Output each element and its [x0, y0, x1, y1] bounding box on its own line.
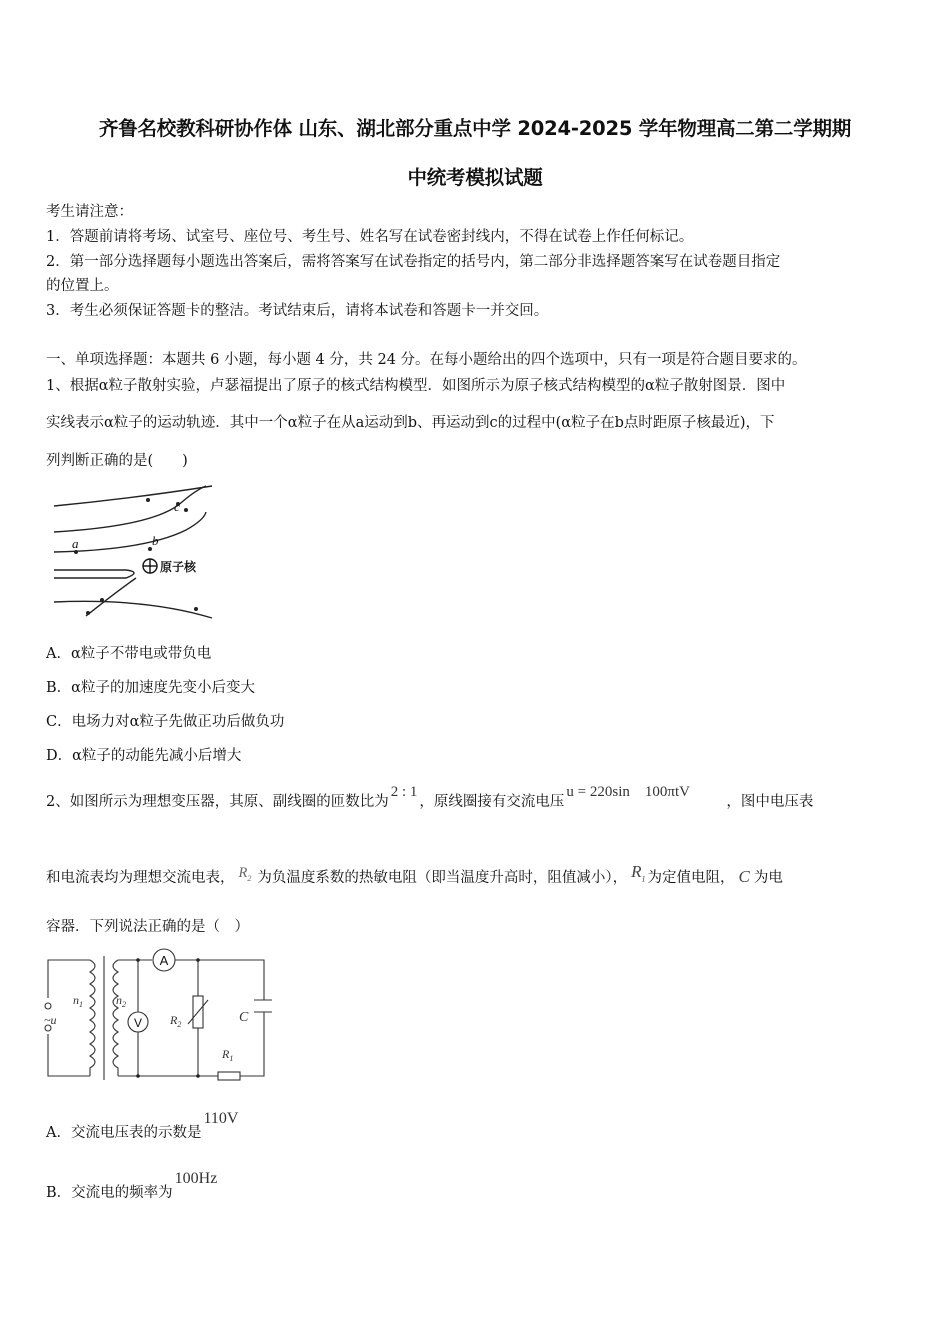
exam-title-line2: 中统考模拟试题	[407, 166, 543, 189]
q2-stem-line3: 容器．下列说法正确的是（ ）	[46, 919, 249, 935]
primary-wire-top	[48, 960, 90, 998]
exam-title-line1: 齐鲁名校教科研协作体 山东、湖北部分重点中学 2024-2025 学年物理高二第二学期期	[98, 117, 852, 140]
q2-option-a-value: 110V	[203, 1110, 239, 1127]
alpha-scattering-figure	[46, 482, 216, 622]
q2-r1-symbol: $R_1$	[631, 862, 646, 884]
q2-option-a	[46, 1110, 239, 1143]
ammeter-label: A	[159, 953, 169, 968]
q1-option-d: D．α粒子的动能先减小后增大	[46, 748, 242, 764]
trajectory-dot	[194, 607, 198, 611]
thermistor-slash	[188, 1000, 208, 1024]
q2-stem-text-1: 2、如图所示为理想变压器，其原、副线圈的匝数比为	[46, 794, 389, 810]
q1-option-c: C．电场力对α粒子先做正功后做负功	[46, 714, 285, 730]
trajectory-dot	[184, 508, 188, 512]
voltmeter-label: V	[133, 1016, 143, 1030]
notice-item-3: 3．考生必须保证答题卡的整洁。考试结束后，请将本试卷和答题卡一并交回。	[46, 303, 549, 319]
nucleus-symbol	[143, 559, 157, 573]
q2-turn-ratio: 2 : 1	[390, 784, 418, 800]
q2-stem-text-2: ，原线圈接有交流电压	[419, 794, 565, 810]
label-a: a	[72, 536, 79, 551]
sec-wire-2	[174, 960, 264, 1000]
q2-stem-line2	[46, 862, 783, 894]
section-heading: 一、单项选择题：本题共 6 小题，每小题 4 分，共 24 分。在每小题给出的四个选项中，只有一项是符合题目要求的。	[46, 352, 807, 368]
q2-capacitor-symbol: C	[738, 867, 750, 886]
junction-dot	[136, 958, 140, 962]
q2-voltage-expression: u = 220sin 100πtV	[566, 784, 690, 800]
input-terminal-top	[45, 1003, 51, 1009]
q2-option-b-text: B．交流电的频率为	[46, 1185, 173, 1201]
trajectory-dot	[100, 598, 104, 602]
trajectory-backscatter	[54, 570, 134, 578]
junction-dot	[196, 1074, 200, 1078]
q2-stem-text-7: 为电	[753, 870, 783, 886]
q2-stem-text-3: ，图中电压表	[726, 794, 814, 810]
trajectory-lower-a	[86, 578, 136, 616]
notice-item-1: 1．答题前请将考场、试室号、座位号、考生号、姓名写在试卷密封线内，不得在试卷上作任何标记。	[46, 229, 694, 245]
q2-stem-text-6: 为定值电阻，	[647, 870, 735, 886]
q2-option-b-value: 100Hz	[174, 1170, 218, 1187]
junction-dot	[196, 958, 200, 962]
transformer-circuit-figure	[40, 948, 272, 1088]
q2-r2-symbol: $R_2$	[238, 865, 252, 883]
n2-label: $n_2$	[116, 993, 126, 1009]
r2-label: $R_2$	[170, 1013, 182, 1029]
q2-stem-text-4: 和电流表均为理想交流电表，	[46, 870, 235, 886]
trajectory-dot	[146, 498, 150, 502]
q2-stem-text-5: 为负温度系数的热敏电阻（即当温度升高时，阻值减小），	[257, 870, 628, 886]
source-u-label: ~u	[44, 1013, 57, 1027]
label-nucleus: 原子核	[160, 560, 197, 574]
trajectory-c	[54, 486, 206, 532]
q1-stem-line1: 1、根据α粒子散射实验，卢瑟福提出了原子的核式结构模型．如图所示为原子核式结构模型的α粒子散射图景．图中	[46, 378, 786, 394]
q2-stem-line1	[46, 784, 814, 812]
notice-item-2b: 的位置上。	[46, 278, 119, 294]
notice-heading: 考生请注意：	[46, 204, 133, 220]
trajectory-bottom	[54, 601, 212, 618]
label-c: c	[174, 499, 180, 514]
q2-option-b	[46, 1170, 218, 1203]
primary-wire-bottom	[48, 1034, 90, 1076]
secondary-coil	[113, 960, 118, 1076]
primary-coil	[90, 960, 95, 1076]
q1-option-a: A．α粒子不带电或带负电	[46, 646, 212, 662]
label-b: b	[152, 533, 159, 548]
q1-stem-line3: 列判断正确的是( )	[46, 453, 188, 469]
junction-dot	[136, 1074, 140, 1078]
q1-option-b: B．α粒子的加速度先变小后变大	[46, 680, 255, 696]
c-label: C	[239, 1010, 249, 1025]
q2-option-a-text: A．交流电压表的示数是	[46, 1125, 202, 1141]
q1-stem-line2: 实线表示α粒子的运动轨迹．其中一个α粒子在从a运动到b、再运动到c的过程中(α粒子在b点时距原子核最近)，下	[46, 415, 775, 431]
r1-label: $R_1$	[222, 1047, 234, 1063]
resistor-r1	[218, 1072, 240, 1080]
notice-item-2a: 2．第一部分选择题每小题选出答案后，需将答案写在试卷指定的括号内，第二部分非选择题答案写在试卷题目指定	[46, 254, 781, 270]
n1-label: $n_1$	[73, 993, 83, 1009]
trajectory-dot	[86, 611, 90, 615]
